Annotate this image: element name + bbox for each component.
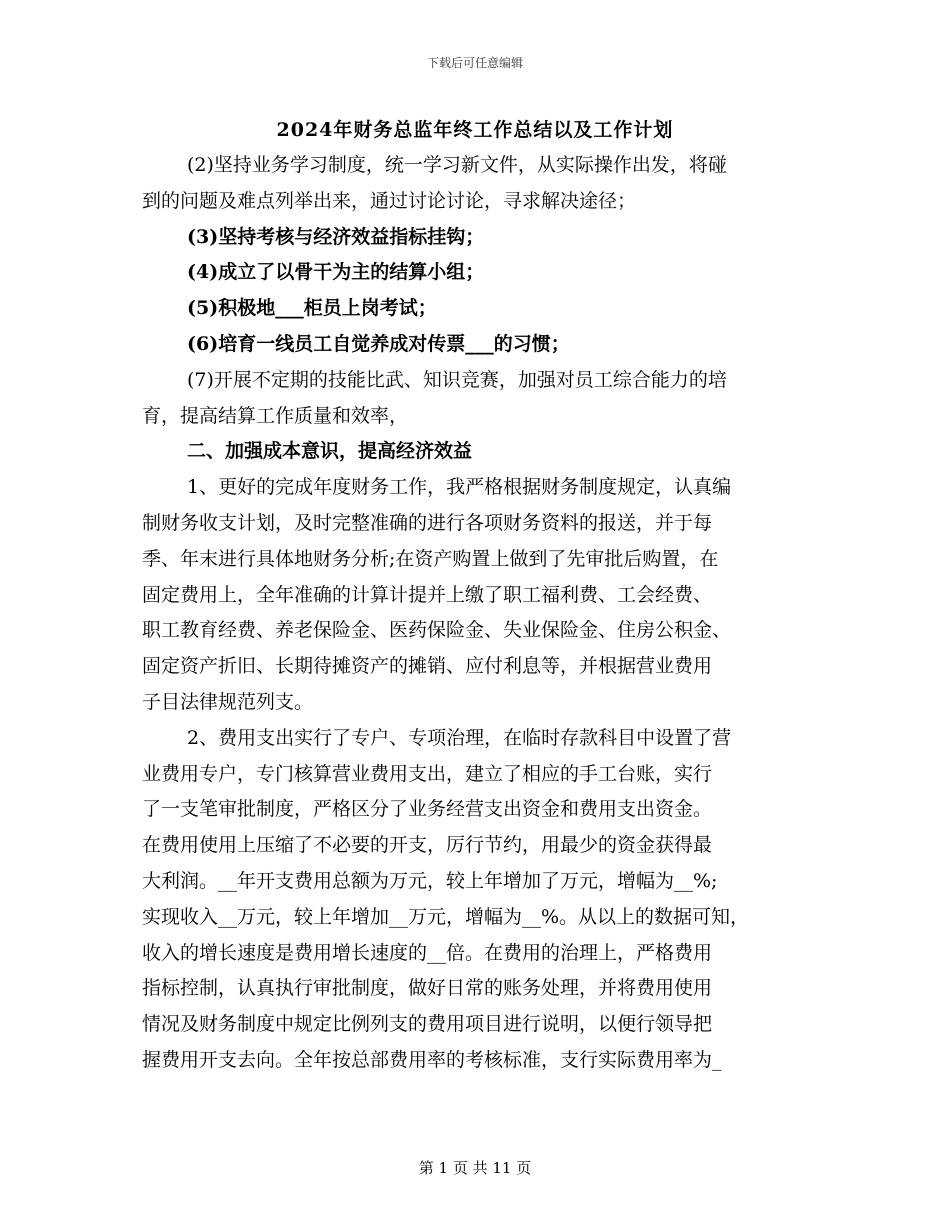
text-line: (5)积极地___柜员上岗考试；	[187, 297, 437, 320]
document-title: 2024年财务总监年终工作总结以及工作计划	[276, 119, 674, 141]
text-line: (4)成立了以骨干为主的结算小组；	[187, 261, 485, 284]
text-line: (2)坚持业务学习制度，统一学习新文件，从实际操作出发，将碰	[187, 154, 727, 176]
text-line: 子目法律规范列支。	[142, 690, 314, 713]
text-line: 固定资产折旧、长期待摊资产的摊销、应付利息等，并根据营业费用	[142, 655, 713, 678]
text-line: 固定费用上，全年准确的计算计提并上缴了职工福利费、工会经费、	[142, 583, 713, 606]
text-line: (6)培育一线员工自觉养成对传票___的习惯；	[187, 332, 570, 355]
text-line: 握费用开支去向。全年按总部费用率的考核标准，支行实际费用率为_	[142, 1048, 722, 1071]
text-line: 到的问题及难点列举出来，通过讨论讨论，寻求解决途径；	[142, 189, 637, 212]
document-body	[142, 148, 810, 1079]
text-line: (3)坚持考核与经济效益指标挂钩；	[187, 225, 485, 248]
text-line: 收入的增长速度是费用增长速度的__倍。在费用的治理上，严格费用	[142, 941, 713, 964]
text-line: 了一支笔审批制度，严格区分了业务经营支出资金和费用支出资金。	[142, 798, 713, 821]
text-line: 制财务收支计划，及时完整准确的进行各项财务资料的报送，并于每	[142, 511, 713, 534]
text-line: 情况及财务制度中规定比例列支的费用项目进行说明，以便行领导把	[142, 1013, 713, 1036]
text-line: 2、费用支出实行了专户、专项治理，在临时存款科目中设置了营	[187, 726, 732, 749]
header-note: 下载后可任意编辑	[426, 56, 523, 70]
text-line: 实现收入__万元，较上年增加__万元，增幅为__%。从以上的数据可知，	[142, 905, 750, 928]
page-number: 第 1 页 共 11 页	[418, 1159, 532, 1177]
text-line: 职工教育经费、养老保险金、医药保险金、失业保险金、住房公积金、	[142, 619, 732, 642]
text-line: 指标控制，认真执行审批制度，做好日常的账务处理，并将费用使用	[142, 977, 713, 1000]
text-line: 在费用使用上压缩了不必要的开支，厉行节约，用最少的资金获得最	[142, 834, 713, 857]
text-line: 业费用专户，专门核算营业费用支出，建立了相应的手工台账，实行	[142, 762, 713, 785]
text-line: 大利润。__年开支费用总额为万元，较上年增加了万元，增幅为__%;	[142, 869, 718, 892]
text-line: 育，提高结算工作质量和效率，	[142, 404, 409, 427]
text-line: 1、更好的完成年度财务工作，我严格根据财务制度规定，认真编	[187, 476, 732, 499]
text-line: 季、年末进行具体地财务分析;在资产购置上做到了先审批后购置，在	[142, 547, 719, 570]
text-line: (7)开展不定期的技能比武、知识竞赛，加强对员工综合能力的培	[187, 368, 727, 391]
text-line: 二、加强成本意识，提高经济效益	[187, 440, 473, 463]
